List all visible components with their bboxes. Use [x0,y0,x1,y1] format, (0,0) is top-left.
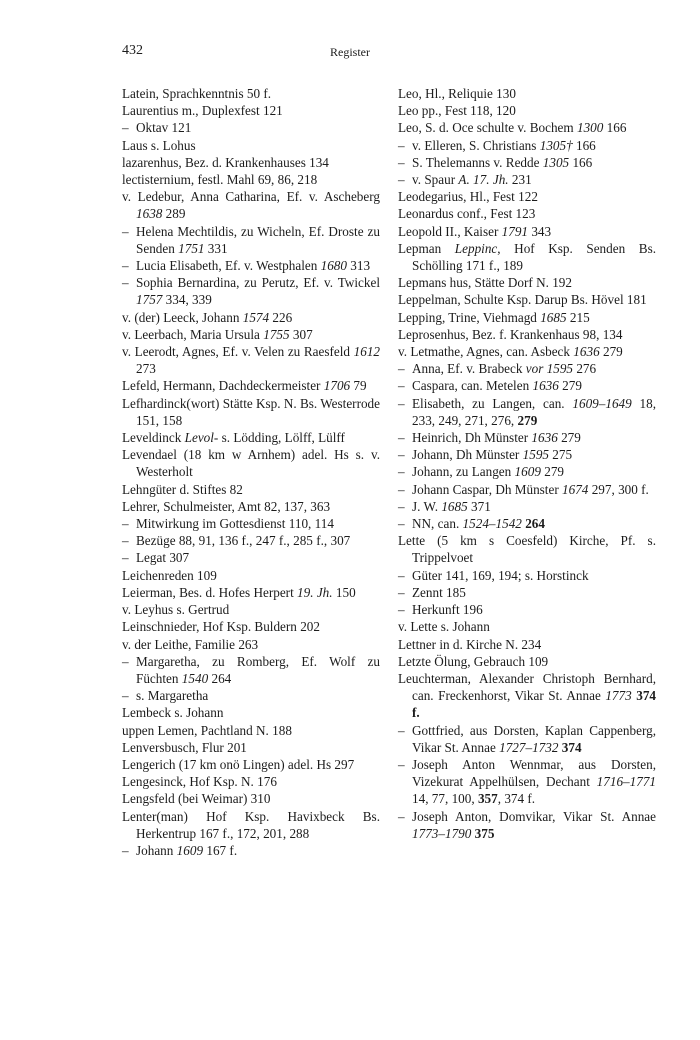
index-subentry: – Zennt 185 [398,584,656,601]
index-entry: v. Ledebur, Anna Catharina, Ef. v. Ascheberg 1638 289 [122,189,380,222]
index-entry: Leprosenhus, Bez. f. Krankenhaus 98, 134 [398,326,623,342]
index-subentry: – s. Margaretha [122,687,380,704]
running-title: Register [330,45,370,59]
index-subentry: – Mitwirkung im Gottesdienst 110, 114 [122,515,380,532]
index-subentry: – Sophia Bernardina, zu Perutz, Ef. v. Twickel 1757 334, 339 [122,274,380,308]
index-entry: Lenter(man) Hof Ksp. Havixbeck Bs. Herkentrup 167 f., 172, 201, 288 [122,808,380,841]
index-entry: v. Leyhus s. Gertrud [122,602,230,618]
index-entry: Laurentius m., Duplexfest 121 [122,103,283,119]
index-subentry: – Caspara, can. Metelen 1636 279 [398,377,656,394]
index-entry: v. Leerodt, Agnes, Ef. v. Velen zu Raesfeld 1612 273 [122,344,380,377]
index-entry: Lenversbusch, Flur 201 [122,739,247,755]
index-subentry: – Margaretha, zu Romberg, Ef. Wolf zu Füchten 1540 264 [122,653,380,687]
index-column-left [122,85,380,859]
index-entry: uppen Lemen, Pachtland N. 188 [122,722,292,738]
index-entry: v. Letmathe, Agnes, can. Asbeck 1636 279 [398,344,623,360]
index-entry: v. Lette s. Johann [398,619,490,635]
index-entry: lectisternium, festl. Mahl 69, 86, 218 [122,172,318,188]
index-entry: Leierman, Bes. d. Hofes Herpert 19. Jh. 150 [122,584,356,600]
index-entry: Leuchterman, Alexander Christoph Bernhard, can. Freckenhorst, Vikar St. Annae 1773 374 f. [398,670,656,721]
index-subentry: – Lucia Elisabeth, Ef. v. Westphalen 1680 313 [122,257,380,274]
index-subentry: – Joseph Anton, Domvikar, Vikar St. Annae 1773–1790 375 [398,808,656,842]
index-subentry: – J. W. 1685 371 [398,498,656,515]
index-subentry: – v. Elleren, S. Christians 1305† 166 [398,137,656,154]
index-subentry: – Johann Caspar, Dh Münster 1674 297, 300 f. [398,481,656,498]
index-entry: Laus s. Lohus [122,137,196,153]
index-subentry: – Gottfried, aus Dorsten, Kaplan Cappenberg, Vikar St. Annae 1727–1732 374 [398,722,656,756]
index-entry: Leichenreden 109 [122,567,217,583]
index-entry: Lefeld, Hermann, Dachdeckermeister 1706 79 [122,378,367,394]
index-entry: Leodegarius, Hl., Fest 122 [398,189,538,205]
index-entry: Lepman Leppinc, Hof Ksp. Senden Bs. Schölling 171 f., 189 [398,240,656,274]
index-entry: Leo pp., Fest 118, 120 [398,103,516,119]
index-entry: Lehngüter d. Stiftes 82 [122,481,243,497]
index-subentry: – Güter 141, 169, 194; s. Horstinck [398,567,656,584]
index-entry: Lefhardinck(wort) Stätte Ksp. N. Bs. Westerrode 151, 158 [122,395,380,428]
index-entry: Leppelman, Schulte Ksp. Darup Bs. Hövel 181 [398,292,647,308]
index-entry: Leo, S. d. Oce schulte v. Bochem 1300 166 [398,120,627,136]
index-subentry: – v. Spaur A. 17. Jh. 231 [398,171,656,188]
index-entry: Latein, Sprachkenntnis 50 f. [122,86,272,101]
index-entry: v. der Leithe, Familie 263 [122,636,259,652]
index-subentry: – Bezüge 88, 91, 136 f., 247 f., 285 f., 307 [122,532,380,549]
index-entry: Lepmans hus, Stätte Dorf N. 192 [398,275,572,291]
index-entry: Lette (5 km s Coesfeld) Kirche, Pf. s. Trippelvoet [398,533,656,566]
index-entry: Lembeck s. Johann [122,705,224,721]
index-entry: lazarenhus, Bez. d. Krankenhauses 134 [122,154,329,170]
index-subentry: – NN, can. 1524–1542 264 [398,515,656,532]
index-subentry: – Legat 307 [122,549,380,566]
index-subentry: – S. Thelemanns v. Redde 1305 166 [398,154,656,171]
index-subentry: – Oktav 121 [122,119,380,136]
index-entry: Levendael (18 km w Arnhem) adel. Hs s. v. Westerholt [122,447,380,480]
index-entry: Leopold II., Kaiser 1791 343 [398,223,552,239]
index-entry: Lepping, Trine, Viehmagd 1685 215 [398,309,590,325]
index-entry: Lehrer, Schulmeister, Amt 82, 137, 363 [122,498,331,514]
index-subentry: – Johann 1609 167 f. [122,842,380,859]
page-number: 432 [122,43,143,58]
index-entry: Lettner in d. Kirche N. 234 [398,636,542,652]
index-entry: Leveldinck Levol- s. Lödding, Lölff, Lülff [122,430,345,446]
index-subentry: – Anna, Ef. v. Brabeck vor 1595 276 [398,360,656,377]
index-entry: Lengesinck, Hof Ksp. N. 176 [122,774,277,790]
index-subentry: – Elisabeth, zu Langen, can. 1609–1649 18, 233, 249, 271, 276, 279 [398,395,656,429]
index-subentry: – Heinrich, Dh Münster 1636 279 [398,429,656,446]
index-entry: Leo, Hl., Reliquie 130 [398,86,516,101]
index-entry: Lengsfeld (bei Weimar) 310 [122,791,271,807]
index-entry: Letzte Ölung, Gebrauch 109 [398,653,549,669]
index-subentry: – Johann, zu Langen 1609 279 [398,463,656,480]
index-subentry: – Herkunft 196 [398,601,656,618]
index-subentry: – Johann, Dh Münster 1595 275 [398,446,656,463]
index-entry: Leonardus conf., Fest 123 [398,206,536,222]
index-column-right [398,85,656,842]
index-entry: Lengerich (17 km onö Lingen) adel. Hs 297 [122,756,355,772]
index-entry: v. (der) Leeck, Johann 1574 226 [122,309,293,325]
index-subentry: – Joseph Anton Wennmar, aus Dorsten, Vizekurat Appelhülsen, Dechant 1716–1771 14, 77, 100, 357, 374 f. [398,756,656,808]
index-subentry: – Helena Mechtildis, zu Wicheln, Ef. Droste zu Senden 1751 331 [122,223,380,257]
index-entry: Leinschnieder, Hof Ksp. Buldern 202 [122,619,320,635]
index-entry: v. Leerbach, Maria Ursula 1755 307 [122,326,313,342]
